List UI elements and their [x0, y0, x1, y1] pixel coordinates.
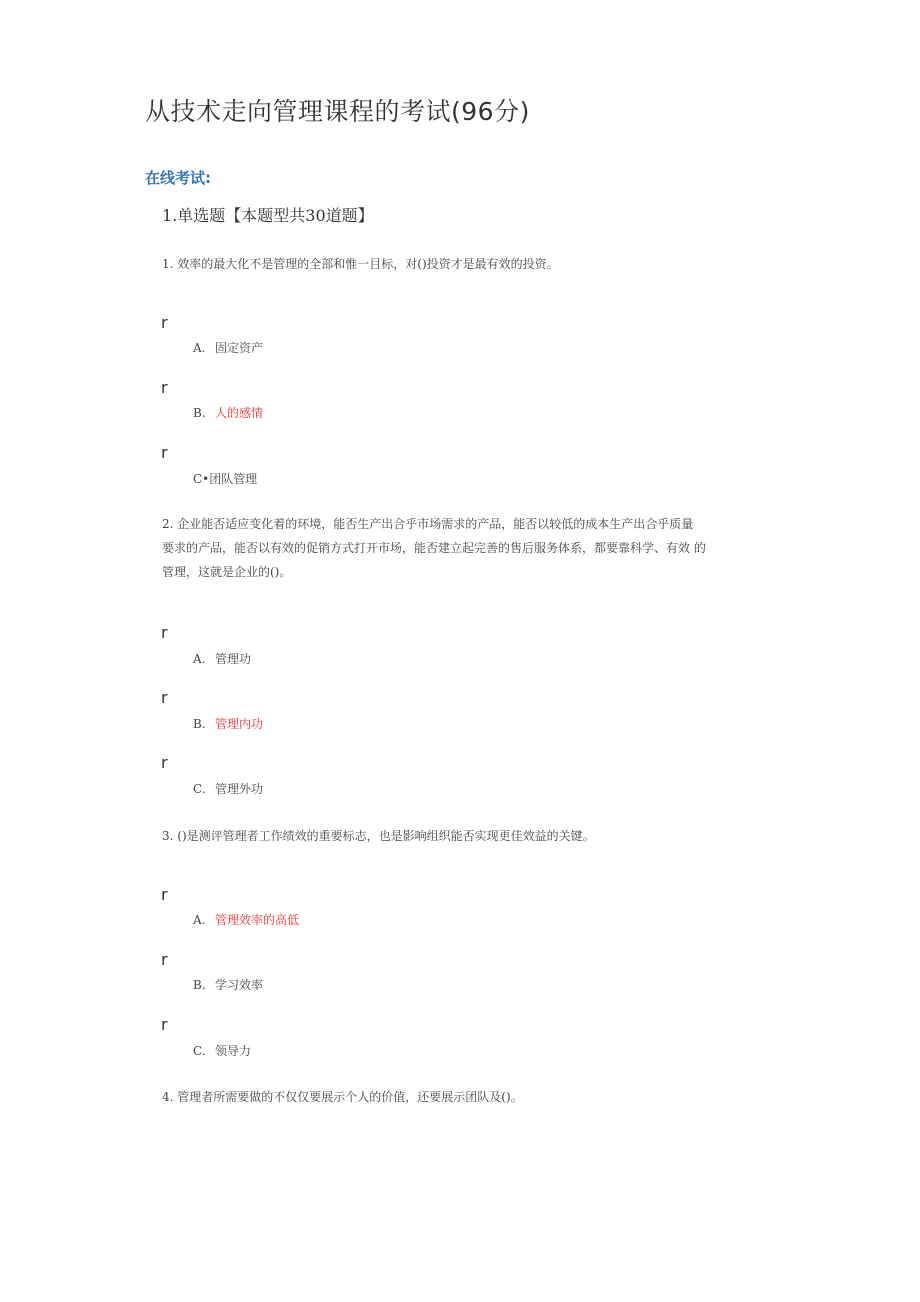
question-3-text [162, 824, 595, 848]
question-text-line: 管理，这就是企业的()。 [162, 565, 292, 579]
option-3c [193, 1042, 251, 1059]
option-letter: C• [193, 472, 210, 486]
option-1b [193, 404, 263, 421]
page-title: 从技术走向管理课程的考试(96分) [145, 97, 530, 126]
radio-button[interactable]: r [161, 623, 168, 642]
question-text-line: 2. 企业能否适应变化着的环境，能否生产出合乎市场需求的产品，能否以较低的成本生产出合乎质量 [162, 517, 694, 531]
question-text-line: 3. ()是测评管理者工作绩效的重要标志，也是影响组织能否实现更佳效益的关键。 [162, 829, 595, 843]
option-3b [193, 976, 263, 993]
option-letter: B. [193, 406, 206, 420]
option-letter: B. [193, 717, 206, 731]
option-letter: C. [193, 782, 206, 796]
option-letter: B. [193, 978, 206, 992]
radio-button[interactable]: r [161, 1015, 168, 1034]
question-text-line: 4. 管理者所需要做的不仅仅要展示个人的价值，还要展示团队及()。 [162, 1090, 523, 1104]
radio-button[interactable]: r [161, 313, 168, 332]
option-letter: A. [193, 652, 206, 666]
option-1a [193, 339, 263, 356]
option-text: 人的感情 [215, 406, 264, 420]
radio-button[interactable]: r [161, 378, 168, 397]
option-2a [193, 650, 251, 667]
question-2-text [162, 512, 706, 584]
question-1-text [162, 252, 559, 276]
question-4-text [162, 1085, 523, 1109]
option-letter: A. [193, 913, 206, 927]
section-heading: 1.单选题【本题型共30道题】 [162, 206, 374, 225]
option-text: 管理效率的高低 [215, 913, 300, 927]
radio-button[interactable]: r [161, 753, 168, 772]
radio-button[interactable]: r [161, 885, 168, 904]
option-text: 学习效率 [215, 978, 264, 992]
radio-button[interactable]: r [161, 950, 168, 969]
radio-button[interactable]: r [161, 443, 168, 462]
option-letter: A. [193, 341, 206, 355]
option-text: 管理内功 [215, 717, 264, 731]
section-label: 在线考试: [145, 169, 211, 187]
option-text: 管理功 [215, 652, 252, 666]
radio-button[interactable]: r [161, 688, 168, 707]
option-text: 管理外功 [215, 782, 264, 796]
option-text: 团队管理 [209, 472, 258, 486]
option-2b [193, 715, 263, 732]
option-3a [193, 911, 299, 928]
question-text-line: 要求的产品，能否以有效的促销方式打开市场，能否建立起完善的售后服务体系，都要靠科学、有效 的 [162, 541, 706, 555]
option-text: 固定资产 [215, 341, 264, 355]
option-text: 领导力 [215, 1044, 252, 1058]
option-2c [193, 780, 263, 797]
option-1c [193, 470, 257, 487]
option-letter: C. [193, 1044, 206, 1058]
question-text-line: 1. 效率的最大化不是管理的全部和惟一目标，对()投资才是最有效的投资。 [162, 257, 559, 271]
